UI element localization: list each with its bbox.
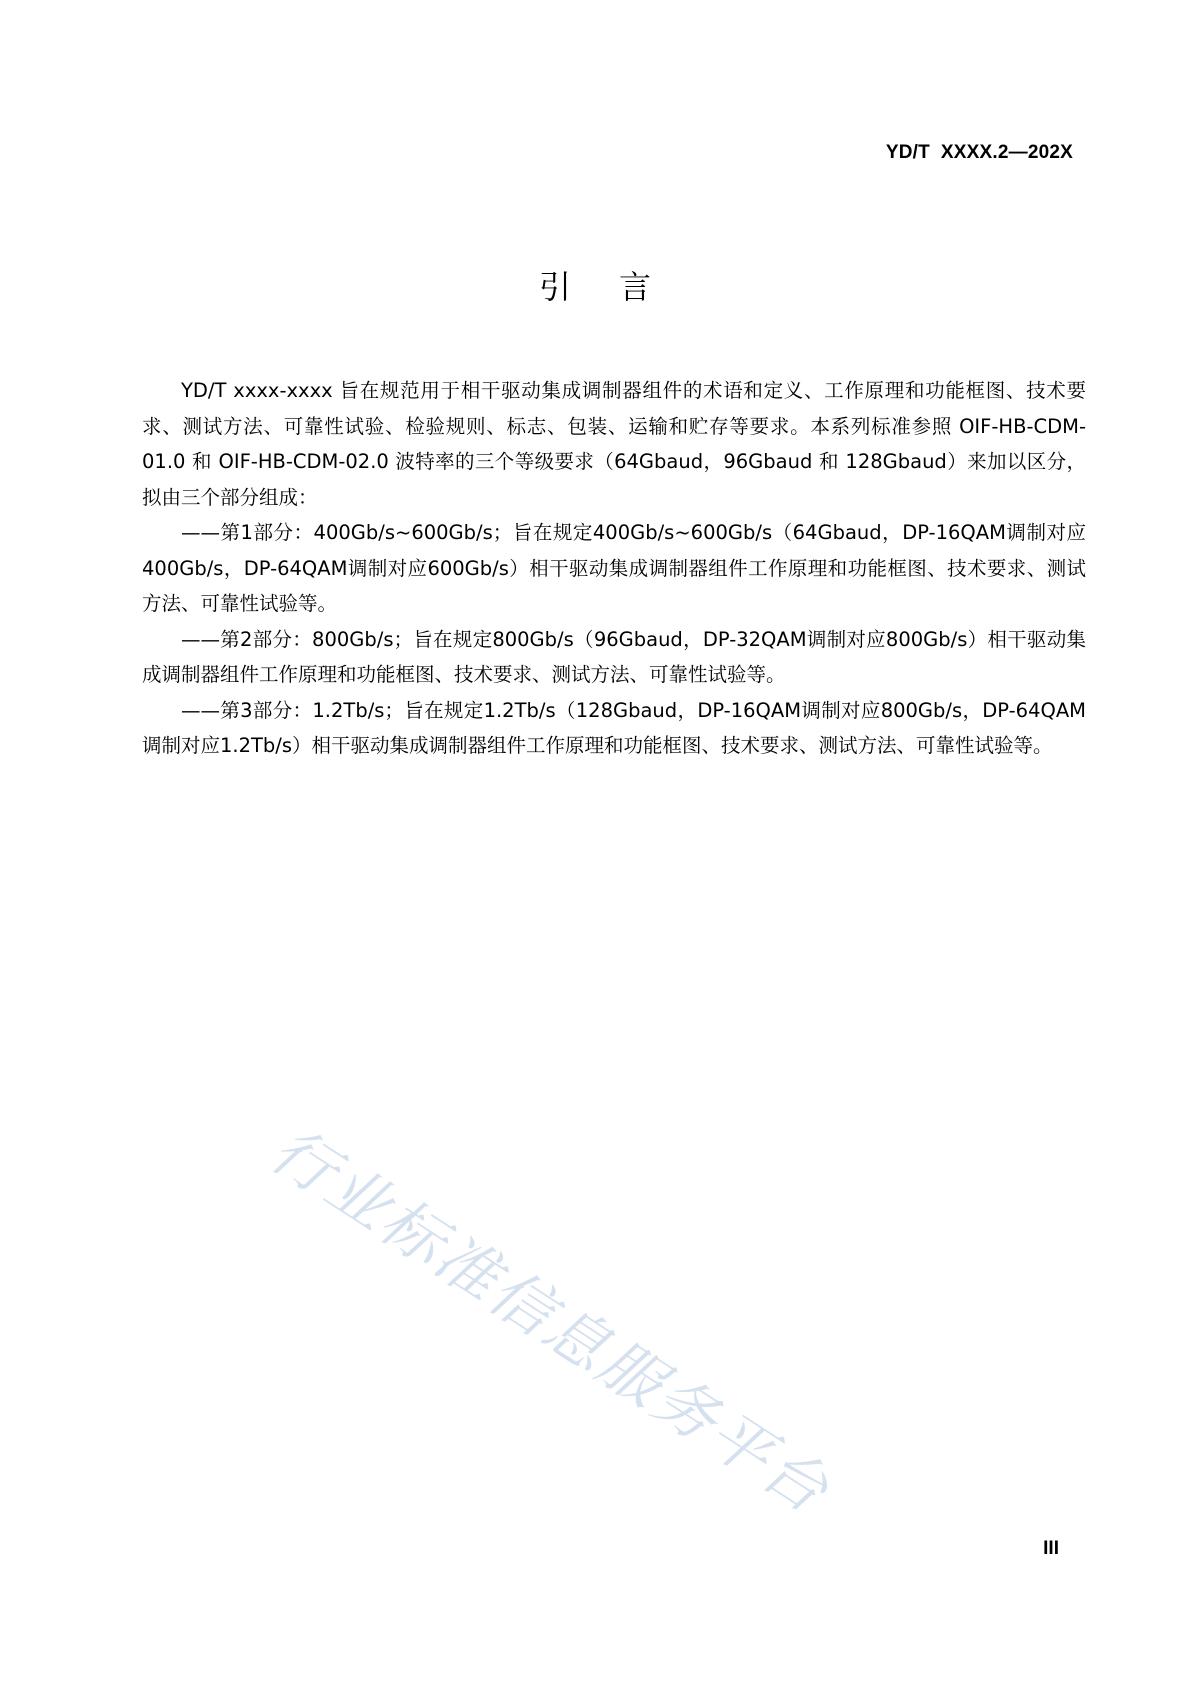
intro-paragraph: YD/T xxxx-xxxx 旨在规范用于相干驱动集成调制器组件的术语和定义、工作原理和功能框图、技术要求、测试方法、可靠性试验、检验规则、标志、包装、运输和贮存等要求。本系列标准参照 OIF-HB-CDM-01.0 和 OIF-HB-CDM-02.0 波特率的三个等级要求（64Gbaud，96Gbaud 和 128Gbaud）来加以区分，拟由三个部分组成： bbox=[142, 379, 1086, 509]
part-1-paragraph: ——第1部分：400Gb/s~600Gb/s；旨在规定400Gb/s~600Gb/s（64Gbaud，DP-16QAM调制对应400Gb/s，DP-64QAM调制对应600Gb/s）相干驱动集成调制器组件工作原理和功能框图、技术要求、测试方法、可靠性试验等。 bbox=[142, 521, 1086, 615]
introduction-body bbox=[142, 373, 1086, 764]
part-3-paragraph: ——第3部分：1.2Tb/s；旨在规定1.2Tb/s（128Gbaud，DP-16QAM调制对应800Gb/s，DP-64QAM调制对应1.2Tb/s）相干驱动集成调制器组件工作原理和功能框图、技术要求、测试方法、可靠性试验等。 bbox=[142, 698, 1086, 757]
document-id-header: YD/T XXXX.2—202X bbox=[885, 142, 1073, 163]
page-number: III bbox=[1043, 1538, 1059, 1559]
section-title: 引言 bbox=[538, 268, 699, 306]
watermark: 行业标准信息服务平台 bbox=[258, 1112, 844, 1529]
part-2-paragraph: ——第2部分：800Gb/s；旨在规定800Gb/s（96Gbaud，DP-32QAM调制对应800Gb/s）相干驱动集成调制器组件工作原理和功能框图、技术要求、测试方法、可靠性试验等。 bbox=[142, 627, 1086, 686]
